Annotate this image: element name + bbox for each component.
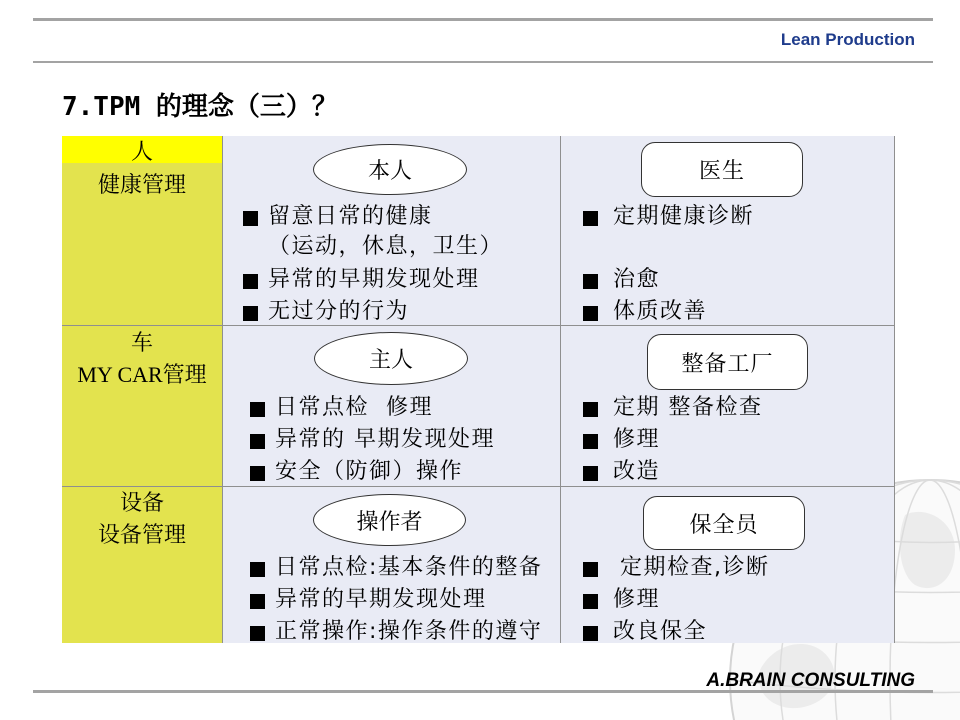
bullet-icon	[250, 562, 265, 577]
management-label: 设备管理	[97, 522, 186, 547]
support-role-box	[647, 334, 808, 390]
bullet-icon	[583, 594, 598, 609]
primary-duty-item: 留意日常的健康	[268, 204, 433, 229]
primary-role-ellipse	[313, 494, 466, 546]
primary-duty-item: 安全（防御）操作	[275, 459, 464, 484]
primary-duty-item: 无过分的行为	[268, 299, 410, 324]
bullet-icon	[583, 402, 598, 417]
column-divider	[222, 136, 223, 643]
header-brand: Lean Production	[780, 30, 915, 49]
category-label: 设备	[119, 490, 164, 515]
tpm-concept-table	[62, 136, 895, 643]
bullet-icon	[243, 211, 258, 226]
primary-role-label: 本人	[367, 159, 412, 184]
support-role-box	[643, 496, 805, 550]
bullet-icon	[243, 274, 258, 289]
support-duty-item: 修理	[613, 427, 661, 452]
support-duty-item: 治愈	[613, 267, 661, 292]
primary-duty-item-continued: （运动，休息，卫生）	[268, 234, 504, 259]
support-duty-item: 定期检查,诊断	[620, 555, 770, 580]
category-label: 车	[130, 330, 153, 355]
category-label: 人	[130, 139, 153, 164]
support-duty-item: 改良保全	[613, 619, 708, 643]
primary-duty-item: 正常操作:操作条件的遵守	[275, 619, 543, 643]
support-duty-item: 修理	[613, 587, 661, 612]
support-role-label: 整备工厂	[681, 351, 774, 377]
support-duty-item: 定期 整备检查	[613, 395, 763, 420]
primary-duty-item: 异常的早期发现处理	[275, 587, 487, 612]
support-duty-item: 定期健康诊断	[613, 204, 755, 229]
primary-role-ellipse	[314, 332, 468, 385]
header-bottom-rule	[33, 61, 933, 63]
support-role-label: 医生	[698, 159, 745, 184]
bullet-icon	[250, 434, 265, 449]
primary-role-ellipse	[313, 144, 467, 195]
footer-company-logo: A.BRAIN CONSULTING	[706, 670, 915, 691]
primary-role-label: 主人	[368, 348, 413, 373]
bullet-icon	[583, 466, 598, 481]
bullet-icon	[583, 211, 598, 226]
bullet-icon	[250, 626, 265, 641]
support-role-label: 保全员	[689, 512, 759, 538]
header-top-rule	[33, 18, 933, 21]
bullet-icon	[583, 626, 598, 641]
primary-duty-item: 异常的早期发现处理	[268, 267, 480, 292]
bullet-icon	[250, 402, 265, 417]
category-column	[62, 136, 222, 643]
column-divider	[560, 136, 561, 643]
table-right-border	[894, 136, 895, 643]
page-title: 7.TPM 的理念（三）？	[62, 92, 338, 122]
support-duty-item: 体质改善	[613, 299, 708, 324]
bullet-icon	[250, 466, 265, 481]
row-divider	[62, 325, 895, 326]
support-duty-item: 改造	[613, 459, 661, 484]
bullet-icon	[250, 594, 265, 609]
management-label: 健康管理	[97, 172, 186, 197]
support-role-box	[641, 142, 803, 197]
primary-role-label: 操作者	[356, 509, 423, 535]
bullet-icon	[243, 306, 258, 321]
bullet-icon	[583, 562, 598, 577]
management-label: MY CAR管理	[77, 362, 207, 387]
bullet-icon	[583, 434, 598, 449]
bullet-icon	[583, 274, 598, 289]
primary-duty-item: 日常点检:基本条件的整备	[275, 555, 543, 580]
primary-duty-item: 日常点检 修理	[275, 395, 433, 420]
primary-duty-item: 异常的 早期发现处理	[275, 427, 495, 452]
row-divider	[62, 486, 895, 487]
bullet-icon	[583, 306, 598, 321]
